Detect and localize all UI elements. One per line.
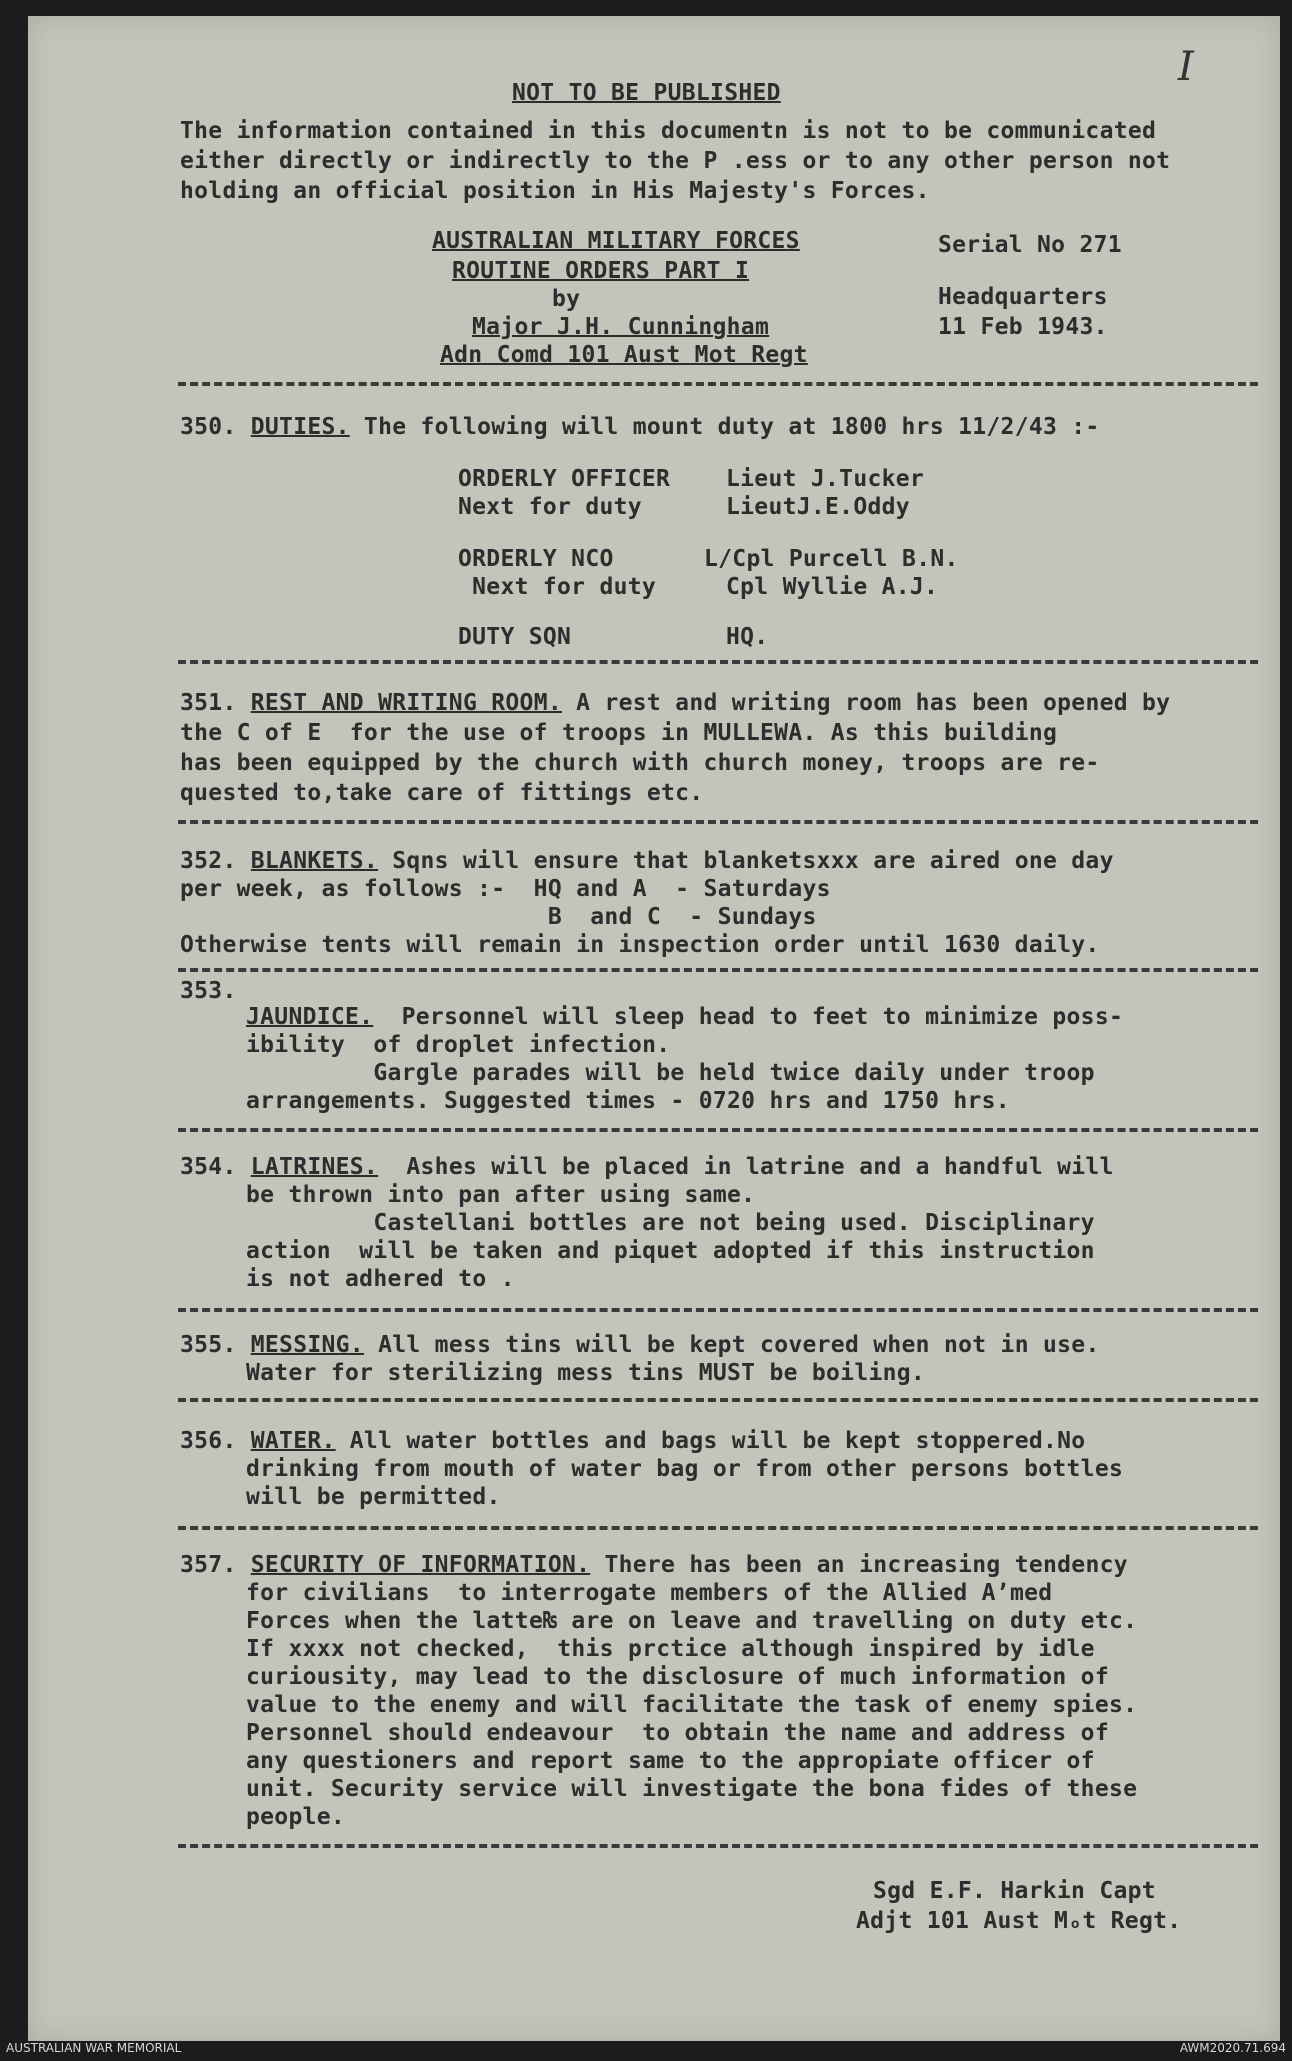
divider (178, 1128, 1258, 1132)
order-line: Water for sterilizing mess tins MUST be boiling. (246, 1360, 926, 1386)
divider (178, 820, 1258, 824)
duty-name: HQ. (726, 624, 769, 650)
divider (178, 1308, 1258, 1312)
order-title: MESSING. (250, 1332, 364, 1358)
duty-role: DUTY SQN (458, 624, 572, 650)
order-line: unit. Security service will investigate the bona fides of these (246, 1776, 1138, 1802)
order-title: REST AND WRITING ROOM. (250, 690, 562, 716)
order-355 (180, 1330, 1100, 1361)
order-text: All mess tins will be kept covered when not in use. (363, 1332, 1100, 1358)
order-line: the C of E for the use of troops in MULLEWA. As this building (180, 720, 1058, 746)
order-number: 357. (180, 1552, 237, 1578)
order-354 (180, 1152, 1114, 1183)
divider (178, 1398, 1258, 1402)
intro-line: either directly or indirectly to the P .ess or to any other person not (180, 148, 1171, 174)
order-text: Ashes will be placed in latrine and a handful will (378, 1154, 1114, 1180)
order-line: is not adhered to . (246, 1266, 515, 1292)
footer-source: AUSTRALIAN WAR MEMORIAL (6, 2041, 182, 2055)
divider (178, 1526, 1258, 1530)
divider (178, 382, 1258, 386)
order-353 (246, 1002, 1123, 1033)
duty-name: Cpl Wyllie A.J. (726, 574, 939, 600)
order-line: Otherwise tents will remain in inspection order until 1630 daily. (180, 932, 1100, 958)
order-357 (180, 1550, 1128, 1581)
order-line: Castellani bottles are not being used. Disciplinary (246, 1210, 1095, 1236)
headquarters: Headquarters (938, 284, 1108, 310)
signature-line: Adjt 101 Aust Mₒt Regt. (856, 1908, 1182, 1934)
order-text: Personnel will sleep head to feet to minimize poss- (373, 1004, 1124, 1030)
duty-name: L/Cpl Purcell B.N. (704, 546, 959, 572)
divider (178, 968, 1258, 972)
order-title: WATER. (250, 1428, 336, 1454)
order-line: B and C - Sundays (180, 904, 817, 930)
order-title: LATRINES. (250, 1154, 379, 1180)
order-350 (180, 412, 1100, 443)
order-number: 353. (180, 978, 237, 1004)
order-text: All water bottles and bags will be kept stoppered.No (335, 1428, 1086, 1454)
order-title: SECURITY OF INFORMATION. (250, 1552, 591, 1578)
duty-role: ORDERLY NCO (458, 546, 614, 572)
order-number: 350. (180, 414, 237, 440)
order-line: action will be taken and piquet adopted if this instruction (246, 1238, 1095, 1264)
order-number: 356. (180, 1428, 237, 1454)
header-line: AUSTRALIAN MILITARY FORCES (432, 228, 800, 254)
order-line: per week, as follows :- HQ and A - Saturdays (180, 876, 831, 902)
order-352 (180, 846, 1114, 877)
order-text: There has been an increasing tendency (590, 1552, 1128, 1578)
header-line: ROUTINE ORDERS PART I (452, 258, 750, 284)
divider (178, 1844, 1258, 1848)
duty-role: Next for duty (458, 494, 642, 520)
order-text: The following will mount duty at 1800 hrs 11/2/43 :- (349, 414, 1100, 440)
order-line: ibility of droplet infection. (246, 1032, 671, 1058)
order-line: for civilians to interrogate members of the Allied Aʼmed (246, 1580, 1053, 1606)
header-line: by (552, 286, 581, 312)
order-line: Gargle parades will be held twice daily under troop (246, 1060, 1095, 1086)
order-title: BLANKETS. (250, 848, 379, 874)
duty-name: Lieut J.Tucker (726, 466, 925, 492)
order-number: 354. (180, 1154, 237, 1180)
order-line: value to the enemy and will facilitate the task of enemy spies. (246, 1692, 1138, 1718)
order-text: Sqns will ensure that blanketsxxx are aired one day (378, 848, 1114, 874)
order-line: drinking from mouth of water bag or from other persons bottles (246, 1456, 1124, 1482)
signature-line: Sgd E.F. Harkin Capt (873, 1878, 1156, 1904)
order-line: be thrown into pan after using same. (246, 1182, 756, 1208)
order-line: If xxxx not checked, this prctice although inspired by idle (246, 1636, 1095, 1662)
duty-role: ORDERLY OFFICER (458, 466, 671, 492)
footer-accession: AWM2020.71.694 (1179, 2041, 1286, 2055)
intro-line: holding an official position in His Majesty's Forces. (180, 178, 930, 204)
order-line: quested to,take care of fittings etc. (180, 780, 704, 806)
order-title: DUTIES. (250, 414, 350, 440)
classification-heading: NOT TO BE PUBLISHED (512, 80, 781, 106)
header-line: Adn Comd 101 Aust Mot Regt (440, 342, 808, 368)
order-line: Personnel should endeavour to obtain the name and address of (246, 1720, 1109, 1746)
order-number: 355. (180, 1332, 237, 1358)
page-number-mark: I (1178, 44, 1194, 90)
order-date: 11 Feb 1943. (938, 314, 1108, 340)
duty-name: LieutJ.E.Oddy (726, 494, 910, 520)
order-line: Forces when the latte₨ are on leave and travelling on duty etc. (246, 1608, 1138, 1634)
order-line: will be permitted. (246, 1484, 501, 1510)
serial-number: Serial No 271 (938, 232, 1122, 258)
order-351 (180, 688, 1170, 719)
order-356 (180, 1426, 1085, 1457)
order-line: curiousity, may lead to the disclosure of much information of (246, 1664, 1109, 1690)
order-title: JAUNDICE. (246, 1004, 374, 1030)
header-line: Major J.H. Cunningham (472, 314, 770, 340)
order-text: A rest and writing room has been opened by (562, 690, 1171, 716)
order-number: 352. (180, 848, 237, 874)
divider (178, 660, 1258, 664)
duty-role: Next for duty (458, 574, 657, 600)
order-number: 351. (180, 690, 237, 716)
document-page (28, 16, 1280, 2041)
order-line: people. (246, 1804, 346, 1830)
order-line: has been equipped by the church with church money, troops are re- (180, 750, 1100, 776)
intro-line: The information contained in this documentn is not to be communicated (180, 118, 1157, 144)
order-line: arrangements. Suggested times - 0720 hrs and 1750 hrs. (246, 1088, 1010, 1114)
order-line: any questioners and report same to the appropiate officer of (246, 1748, 1095, 1774)
